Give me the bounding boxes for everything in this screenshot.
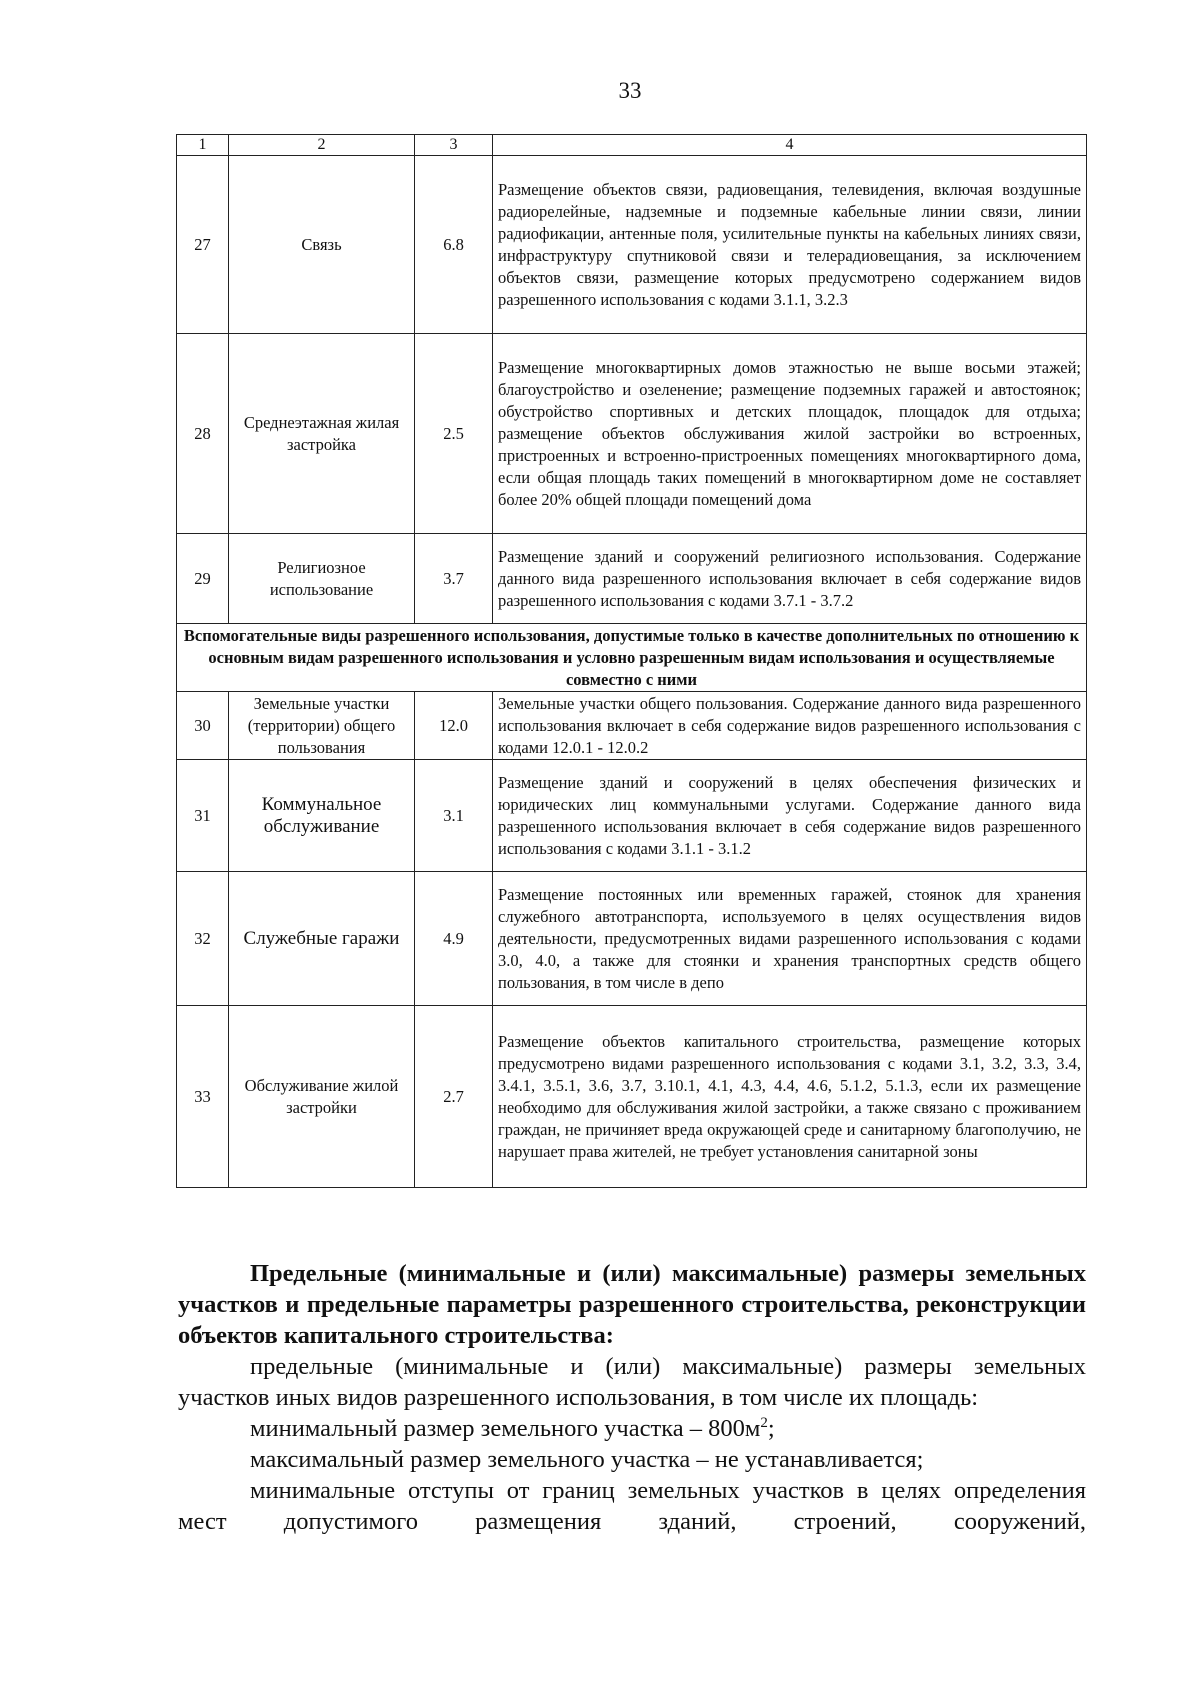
section-title: Вспомогательные виды разрешенного использования, допустимые только в качестве дополнительных по отношению к основным видам разрешенного использования и условно разрешенным видам использования и осуществляемые совместно с ними bbox=[177, 624, 1087, 692]
row-code: 6.8 bbox=[415, 156, 493, 334]
paragraph-max-size: максимальный размер земельного участка – не устанавливается; bbox=[250, 1446, 924, 1473]
table-row bbox=[177, 334, 1087, 534]
table-row bbox=[177, 1006, 1087, 1188]
row-description: Размещение зданий и сооружений в целях обеспечения физических и юридических лиц коммунальными услугами. Содержание данного вида разрешенного использования включает в себя содержание видов разрешенного использования с кодами 3.1.1 - 3.1.2 bbox=[493, 760, 1087, 872]
row-code: 12.0 bbox=[415, 692, 493, 760]
row-code: 2.7 bbox=[415, 1006, 493, 1188]
table-row bbox=[177, 692, 1087, 760]
row-description: Размещение постоянных или временных гаражей, стоянок для хранения служебного автотранспорта, используемого в целях осуществления видов деятельности, предусмотренных видами разрешенного использования с кодами 3.0, 4.0, а также для стоянки и хранения транспортных средств общего пользования, в том числе в депо bbox=[493, 872, 1087, 1006]
row-code: 3.1 bbox=[415, 760, 493, 872]
min-size-end: ; bbox=[767, 1415, 775, 1442]
row-number: 31 bbox=[177, 760, 229, 872]
superscript-2: 2 bbox=[760, 1414, 768, 1431]
row-name: Связь bbox=[229, 156, 415, 334]
row-description: Размещение объектов связи, радиовещания, телевидения, включая воздушные радиорелейные, надземные и подземные кабельные линии связи, линии радиофикации, антенные поля, усилительные пункты на кабельных линиях связи, инфраструктуру спутниковой связи и телерадиовещания, за исключением объектов связи, размещение которых предусмотрено содержанием видов разрешенного использования с кодами 3.1.1, 3.2.3 bbox=[493, 156, 1087, 334]
paragraph-min-size bbox=[178, 1413, 1086, 1444]
row-number: 30 bbox=[177, 692, 229, 760]
min-size-text: минимальный размер земельного участка – 800м bbox=[250, 1415, 761, 1442]
row-code: 4.9 bbox=[415, 872, 493, 1006]
table-row bbox=[177, 872, 1087, 1006]
page-number: 33 bbox=[618, 78, 642, 103]
row-name: Обслуживание жилой застройки bbox=[229, 1006, 415, 1188]
row-name: Религиозное использование bbox=[229, 534, 415, 624]
document-body bbox=[178, 1258, 1086, 1537]
row-number: 32 bbox=[177, 872, 229, 1006]
row-number: 29 bbox=[177, 534, 229, 624]
row-name: Служебные гаражи bbox=[229, 872, 415, 1006]
row-name: Среднеэтажная жилая застройка bbox=[229, 334, 415, 534]
header-col-1: 1 bbox=[177, 135, 229, 156]
table-row bbox=[177, 534, 1087, 624]
table-header-row bbox=[177, 135, 1087, 156]
row-description: Размещение многоквартирных домов этажностью не выше восьми этажей; благоустройство и озеленение; размещение подземных гаражей и автостоянок; обустройство спортивных и детских площадок, площадок для отдыха; размещение объектов обслуживания жилой застройки во встроенных, пристроенных и встроенно-пристроенных помещениях многоквартирного дома, если общая площадь таких помещений в многоквартирном доме не составляет более 20% общей площади помещений дома bbox=[493, 334, 1087, 534]
paragraph-area-limits: предельные (минимальные и (или) максимальные) размеры земельных участков иных видов разрешенного использования, в том числе их площадь: bbox=[178, 1353, 1086, 1411]
row-number: 28 bbox=[177, 334, 229, 534]
row-name: Земельные участки (территории) общего пользования bbox=[229, 692, 415, 760]
paragraph-setbacks: минимальные отступы от границ земельных участков в целях определения мест допустимого размещения зданий, строений, сооружений, bbox=[178, 1477, 1086, 1535]
header-col-4: 4 bbox=[493, 135, 1087, 156]
row-code: 2.5 bbox=[415, 334, 493, 534]
row-name: Коммунальное обслуживание bbox=[229, 760, 415, 872]
land-use-table bbox=[176, 134, 1087, 1188]
header-col-3: 3 bbox=[415, 135, 493, 156]
table-row bbox=[177, 760, 1087, 872]
section-heading: Предельные (минимальные и (или) максимальные) размеры земельных участков и предельные параметры разрешенного строительства, реконструкции объектов капитального строительства: bbox=[178, 1260, 1086, 1349]
row-description: Земельные участки общего пользования. Содержание данного вида разрешенного использования включает в себя содержание видов разрешенного использования с кодами 12.0.1 - 12.0.2 bbox=[493, 692, 1087, 760]
row-description: Размещение объектов капитального строительства, размещение которых предусмотрено видами разрешенного использования с кодами 3.1, 3.2, 3.3, 3.4, 3.4.1, 3.5.1, 3.6, 3.7, 3.10.1, 4.1, 4.3, 4.4, 4.6, 5.1.2, 5.1.3, если их размещение необходимо для обслуживания жилой застройки, а также связано с проживанием граждан, не причиняет вреда окружающей среде и санитарному благополучию, не нарушает права жителей, не требует установления санитарной зоны bbox=[493, 1006, 1087, 1188]
section-row bbox=[177, 624, 1087, 692]
header-col-2: 2 bbox=[229, 135, 415, 156]
table-row bbox=[177, 156, 1087, 334]
row-description: Размещение зданий и сооружений религиозного использования. Содержание данного вида разрешенного использования включает в себя содержание видов разрешенного использования с кодами 3.7.1 - 3.7.2 bbox=[493, 534, 1087, 624]
row-number: 33 bbox=[177, 1006, 229, 1188]
row-number: 27 bbox=[177, 156, 229, 334]
row-code: 3.7 bbox=[415, 534, 493, 624]
